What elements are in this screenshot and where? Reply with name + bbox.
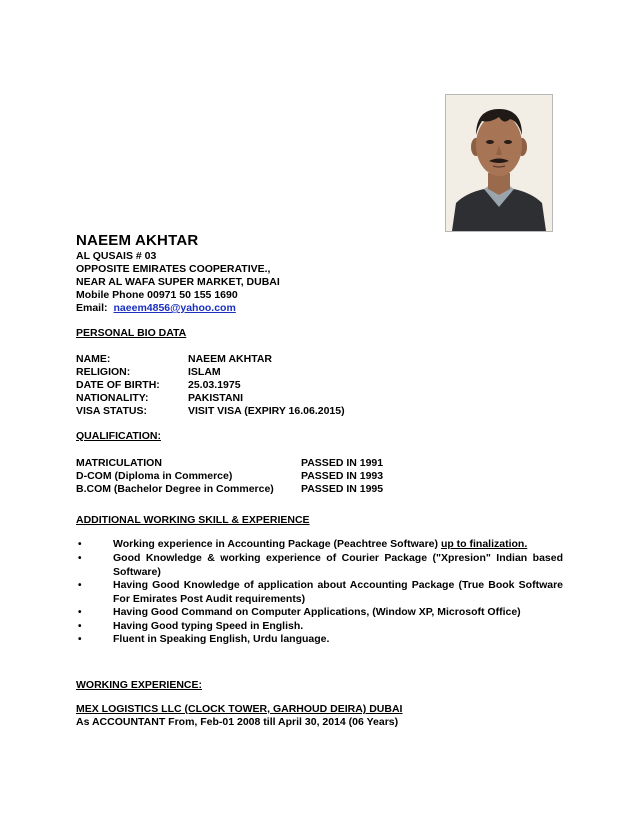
bio-value-religion: ISLAM xyxy=(188,366,221,378)
bio-label-nationality: NATIONALITY: xyxy=(76,392,149,404)
bullet-icon: • xyxy=(78,621,82,632)
skill-item-2: Good Knowledge & working experience of Courier Package ("Xpresion" Indian based Software) xyxy=(113,552,563,578)
email-label: Email: xyxy=(76,302,108,314)
email-link[interactable]: naeem4856@yahoo.com xyxy=(113,302,236,314)
skill-item-1-underlined: up to finalization. xyxy=(440,538,528,550)
skill-item-3: Having Good Knowledge of application about Accounting Package (True Book Software For Emirates Post Audit requirements) xyxy=(113,579,563,605)
qualification-result-2: PASSED IN 1993 xyxy=(301,470,384,482)
bullet-icon: • xyxy=(78,539,82,550)
work-heading: WORKING EXPERIENCE: xyxy=(76,679,203,691)
skill-item-6: Fluent in Speaking English, Urdu language. xyxy=(113,633,330,645)
skills-heading: ADDITIONAL WORKING SKILL & EXPERIENCE xyxy=(76,514,310,526)
email-row xyxy=(76,302,236,315)
bullet-icon: • xyxy=(78,580,82,591)
bio-heading: PERSONAL BIO DATA xyxy=(76,327,187,339)
bio-value-dob: 25.03.1975 xyxy=(188,379,241,391)
qualification-result-1: PASSED IN 1991 xyxy=(301,457,384,469)
portrait-illustration xyxy=(446,95,552,231)
bio-label-dob: DATE OF BIRTH: xyxy=(76,379,160,391)
qualification-course-1: MATRICULATION xyxy=(76,457,162,469)
skill-item-1 xyxy=(113,537,563,551)
work-role: As ACCOUNTANT From, Feb-01 2008 till April 30, 2014 (06 Years) xyxy=(76,716,399,728)
bio-value-nationality: PAKISTANI xyxy=(188,392,244,404)
skill-item-1-text: Working experience in Accounting Package (Peachtree Software) xyxy=(113,538,439,550)
qualification-heading: QUALIFICATION: xyxy=(76,430,161,442)
address-line-1: AL QUSAIS # 03 xyxy=(76,250,157,262)
bio-label-visa: VISA STATUS: xyxy=(76,405,147,417)
bio-label-religion: RELIGION: xyxy=(76,366,131,378)
bullet-icon: • xyxy=(78,607,82,618)
qualification-course-3: B.COM (Bachelor Degree in Commerce) xyxy=(76,483,274,495)
work-company: MEX LOGISTICS LLC (CLOCK TOWER, GARHOUD DEIRA) DUBAI xyxy=(76,703,403,715)
qualification-result-3: PASSED IN 1995 xyxy=(301,483,384,495)
bullet-icon: • xyxy=(78,634,82,645)
candidate-name: NAEEM AKHTAR xyxy=(76,232,199,249)
address-line-2: OPPOSITE EMIRATES COOPERATIVE., xyxy=(76,263,271,275)
bio-label-name: NAME: xyxy=(76,353,111,365)
skill-item-4: Having Good Command on Computer Applications, (Window XP, Microsoft Office) xyxy=(113,606,521,618)
skill-item-5: Having Good typing Speed in English. xyxy=(113,620,304,632)
bio-value-visa: VISIT VISA (EXPIRY 16.06.2015) xyxy=(188,405,345,417)
mobile-phone: Mobile Phone 00971 50 155 1690 xyxy=(76,289,238,301)
bio-value-name: NAEEM AKHTAR xyxy=(188,353,272,365)
bullet-icon: • xyxy=(78,553,82,564)
profile-photo xyxy=(445,94,553,232)
address-line-3: NEAR AL WAFA SUPER MARKET, DUBAI xyxy=(76,276,280,288)
qualification-course-2: D-COM (Diploma in Commerce) xyxy=(76,470,233,482)
